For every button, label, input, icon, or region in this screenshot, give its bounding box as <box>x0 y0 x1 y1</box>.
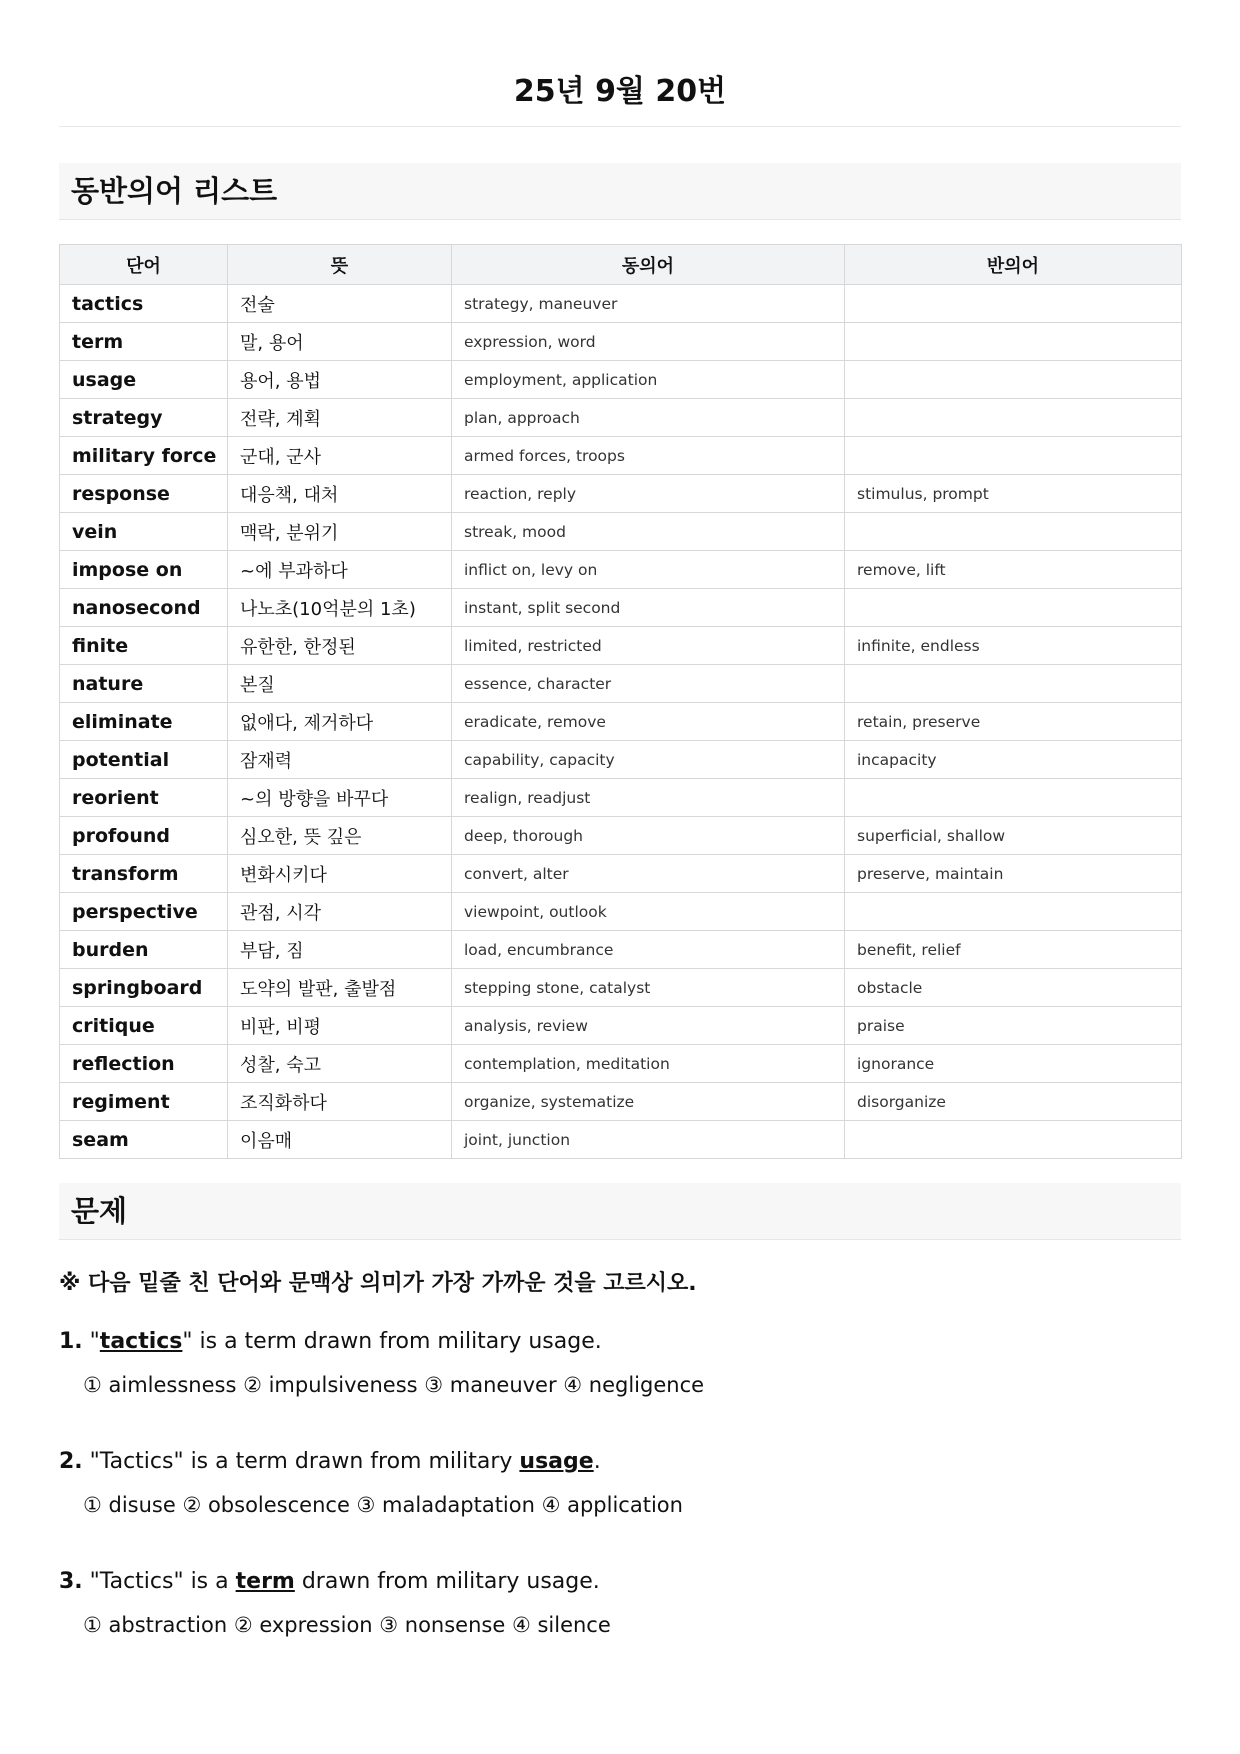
vocab-synonyms: contemplation, meditation <box>452 1045 845 1083</box>
vocab-antonyms <box>845 399 1182 437</box>
vocab-synonyms: reaction, reply <box>452 475 845 513</box>
question-number: 3. <box>59 1569 83 1594</box>
vocab-meaning: 비판, 비평 <box>228 1007 452 1045</box>
table-row <box>60 437 1182 475</box>
vocab-meaning: 말, 용어 <box>228 323 452 361</box>
table-row <box>60 323 1182 361</box>
table-row <box>60 703 1182 741</box>
vocab-meaning: 변화시키다 <box>228 855 452 893</box>
question-item <box>59 1565 1181 1641</box>
vocab-antonyms: benefit, relief <box>845 931 1182 969</box>
vocab-word: critique <box>60 1007 228 1045</box>
vocab-synonyms: essence, character <box>452 665 845 703</box>
vocab-synonyms: capability, capacity <box>452 741 845 779</box>
question-item <box>59 1325 1181 1401</box>
vocab-meaning: 용어, 용법 <box>228 361 452 399</box>
vocab-antonyms: incapacity <box>845 741 1182 779</box>
vocab-meaning: 심오한, 뜻 깊은 <box>228 817 452 855</box>
question-options: ① abstraction ② expression ③ nonsense ④ silence <box>83 1613 611 1637</box>
table-row <box>60 931 1182 969</box>
question-text-before: " <box>89 1329 100 1354</box>
vocab-meaning: 없애다, 제거하다 <box>228 703 452 741</box>
vocab-synonyms: eradicate, remove <box>452 703 845 741</box>
vocab-word: regiment <box>60 1083 228 1121</box>
vocab-antonyms <box>845 779 1182 817</box>
vocab-synonyms: strategy, maneuver <box>452 285 845 323</box>
vocab-synonyms: realign, readjust <box>452 779 845 817</box>
vocab-antonyms: disorganize <box>845 1083 1182 1121</box>
table-row <box>60 855 1182 893</box>
question-text-before: "Tactics" is a term drawn from military <box>89 1449 520 1474</box>
table-row <box>60 741 1182 779</box>
problems-section-heading: 문제 <box>59 1183 1181 1240</box>
table-row <box>60 1083 1182 1121</box>
column-header-synonyms: 동의어 <box>452 245 845 285</box>
question-text-after: " is a term drawn from military usage. <box>182 1329 602 1354</box>
table-row <box>60 627 1182 665</box>
vocab-word: reorient <box>60 779 228 817</box>
vocab-meaning: 조직화하다 <box>228 1083 452 1121</box>
vocab-meaning: 관점, 시각 <box>228 893 452 931</box>
table-row <box>60 1121 1182 1159</box>
vocab-synonyms: plan, approach <box>452 399 845 437</box>
vocab-antonyms: superficial, shallow <box>845 817 1182 855</box>
table-row <box>60 1007 1182 1045</box>
vocab-antonyms <box>845 1121 1182 1159</box>
question-underlined-word: term <box>235 1569 295 1594</box>
vocab-antonyms: infinite, endless <box>845 627 1182 665</box>
question-sentence <box>59 1565 1181 1599</box>
vocab-antonyms: praise <box>845 1007 1182 1045</box>
vocab-table-header-row <box>60 245 1182 285</box>
question-options: ① disuse ② obsolescence ③ maladaptation ④ application <box>83 1493 683 1517</box>
vocab-word: term <box>60 323 228 361</box>
question-text-before: "Tactics" is a <box>89 1569 236 1594</box>
vocab-synonyms: expression, word <box>452 323 845 361</box>
vocab-antonyms <box>845 285 1182 323</box>
vocab-word: reflection <box>60 1045 228 1083</box>
vocab-word: strategy <box>60 399 228 437</box>
vocab-antonyms: obstacle <box>845 969 1182 1007</box>
vocab-synonyms: joint, junction <box>452 1121 845 1159</box>
vocab-meaning: 부담, 짐 <box>228 931 452 969</box>
table-row <box>60 779 1182 817</box>
vocab-antonyms <box>845 893 1182 931</box>
table-row <box>60 551 1182 589</box>
vocab-meaning: 맥락, 분위기 <box>228 513 452 551</box>
table-row <box>60 399 1182 437</box>
vocab-meaning: ~의 방향을 바꾸다 <box>228 779 452 817</box>
vocab-word: usage <box>60 361 228 399</box>
vocab-antonyms <box>845 361 1182 399</box>
vocab-word: nature <box>60 665 228 703</box>
vocab-synonyms: armed forces, troops <box>452 437 845 475</box>
vocab-meaning: 나노초(10억분의 1초) <box>228 589 452 627</box>
vocab-table <box>59 244 1182 1159</box>
vocab-antonyms: stimulus, prompt <box>845 475 1182 513</box>
vocab-antonyms <box>845 323 1182 361</box>
column-header-antonyms: 반의어 <box>845 245 1182 285</box>
vocab-word: burden <box>60 931 228 969</box>
problems-instruction: ※ 다음 밑줄 친 단어와 문맥상 의미가 가장 가까운 것을 고르시오. <box>59 1271 697 1296</box>
vocab-synonyms: employment, application <box>452 361 845 399</box>
vocab-antonyms: preserve, maintain <box>845 855 1182 893</box>
vocab-meaning: 대응책, 대처 <box>228 475 452 513</box>
vocab-synonyms: load, encumbrance <box>452 931 845 969</box>
vocab-word: springboard <box>60 969 228 1007</box>
vocab-meaning: 전술 <box>228 285 452 323</box>
vocab-antonyms: remove, lift <box>845 551 1182 589</box>
table-row <box>60 513 1182 551</box>
vocab-word: profound <box>60 817 228 855</box>
vocab-meaning: 군대, 군사 <box>228 437 452 475</box>
question-sentence <box>59 1445 1181 1479</box>
vocab-word: seam <box>60 1121 228 1159</box>
vocab-antonyms <box>845 665 1182 703</box>
table-row <box>60 361 1182 399</box>
vocab-word: transform <box>60 855 228 893</box>
vocab-word: finite <box>60 627 228 665</box>
table-row <box>60 893 1182 931</box>
vocab-word: perspective <box>60 893 228 931</box>
table-row <box>60 1045 1182 1083</box>
vocab-synonyms: stepping stone, catalyst <box>452 969 845 1007</box>
vocab-meaning: ~에 부과하다 <box>228 551 452 589</box>
vocab-word: eliminate <box>60 703 228 741</box>
vocab-synonyms: inflict on, levy on <box>452 551 845 589</box>
vocab-synonyms: viewpoint, outlook <box>452 893 845 931</box>
vocab-meaning: 유한한, 한정된 <box>228 627 452 665</box>
vocab-meaning: 도약의 발판, 출발점 <box>228 969 452 1007</box>
document-title: 25년 9월 20번 <box>59 0 1181 127</box>
vocab-word: potential <box>60 741 228 779</box>
vocab-meaning: 이음매 <box>228 1121 452 1159</box>
vocab-synonyms: limited, restricted <box>452 627 845 665</box>
vocab-antonyms <box>845 437 1182 475</box>
column-header-meaning: 뜻 <box>228 245 452 285</box>
vocab-word: impose on <box>60 551 228 589</box>
question-underlined-word: tactics <box>99 1329 183 1354</box>
vocab-meaning: 성찰, 숙고 <box>228 1045 452 1083</box>
table-row <box>60 817 1182 855</box>
vocab-synonyms: organize, systematize <box>452 1083 845 1121</box>
table-row <box>60 285 1182 323</box>
vocab-section-heading: 동반의어 리스트 <box>59 163 1181 220</box>
vocab-word: response <box>60 475 228 513</box>
question-text-after: . <box>593 1449 601 1474</box>
column-header-word: 단어 <box>60 245 228 285</box>
table-row <box>60 665 1182 703</box>
table-row <box>60 475 1182 513</box>
vocab-synonyms: analysis, review <box>452 1007 845 1045</box>
vocab-antonyms: retain, preserve <box>845 703 1182 741</box>
vocab-table-body <box>60 285 1182 1159</box>
table-row <box>60 969 1182 1007</box>
vocab-synonyms: deep, thorough <box>452 817 845 855</box>
question-underlined-word: usage <box>519 1449 594 1474</box>
vocab-synonyms: instant, split second <box>452 589 845 627</box>
question-number: 1. <box>59 1329 83 1354</box>
vocab-meaning: 전략, 계획 <box>228 399 452 437</box>
vocab-synonyms: convert, alter <box>452 855 845 893</box>
vocab-word: tactics <box>60 285 228 323</box>
vocab-word: military force <box>60 437 228 475</box>
question-sentence <box>59 1325 1181 1359</box>
question-item <box>59 1445 1181 1521</box>
vocab-meaning: 본질 <box>228 665 452 703</box>
vocab-meaning: 잠재력 <box>228 741 452 779</box>
table-row <box>60 589 1182 627</box>
vocab-antonyms: ignorance <box>845 1045 1182 1083</box>
vocab-antonyms <box>845 513 1182 551</box>
vocab-synonyms: streak, mood <box>452 513 845 551</box>
vocab-word: vein <box>60 513 228 551</box>
vocab-antonyms <box>845 589 1182 627</box>
question-options: ① aimlessness ② impulsiveness ③ maneuver ④ negligence <box>83 1373 705 1397</box>
question-number: 2. <box>59 1449 83 1474</box>
vocab-word: nanosecond <box>60 589 228 627</box>
question-list <box>59 1325 1181 1641</box>
question-text-after: drawn from military usage. <box>294 1569 600 1594</box>
